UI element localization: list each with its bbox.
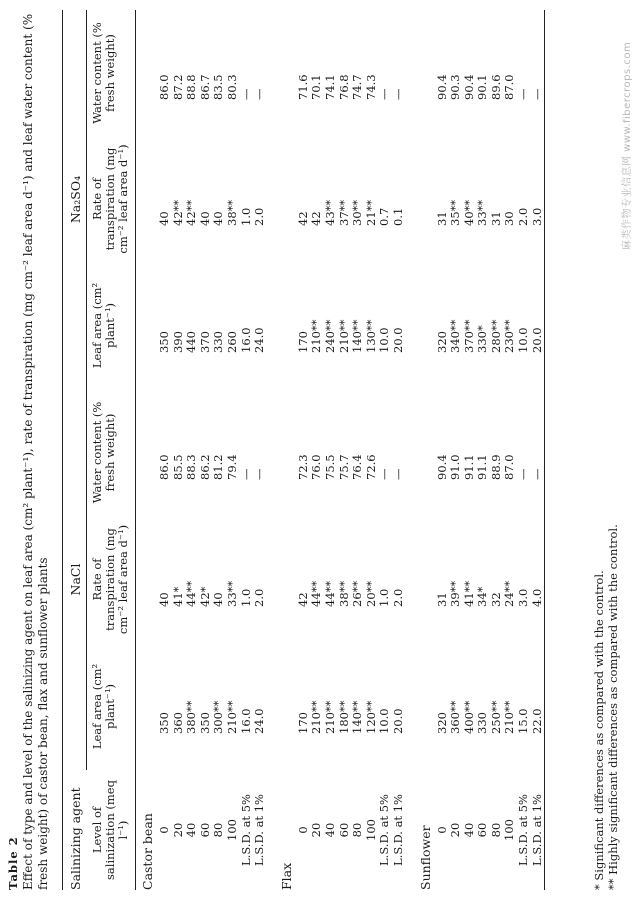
value-cell: 79.4 xyxy=(224,454,239,480)
value-cell: 42 xyxy=(309,211,324,226)
section-gap-cell xyxy=(406,10,414,890)
level-column-header: Level of salinization (meq l⁻¹) xyxy=(89,780,130,880)
value-cell: 74.3 xyxy=(363,74,378,100)
table-row xyxy=(490,10,504,890)
value-cell: 74.7 xyxy=(350,74,365,100)
value-cell: 16.0 xyxy=(238,708,253,734)
value-cell: 330 xyxy=(475,712,490,734)
value-cell: — xyxy=(252,88,267,100)
value-cell: 260 xyxy=(224,331,239,353)
level-cell: 80 xyxy=(488,822,503,838)
value-cell: 320 xyxy=(434,712,449,734)
section-gap xyxy=(267,10,275,890)
crop-row xyxy=(414,10,436,890)
value-cell: 87.0 xyxy=(502,454,517,480)
table-bottom-rule xyxy=(545,10,546,890)
table-row xyxy=(517,10,531,890)
value-cell: 320 xyxy=(434,331,449,353)
value-cell: 40 xyxy=(157,211,171,226)
value-cell: — xyxy=(516,88,531,100)
value-cell: 20.0 xyxy=(390,708,405,734)
value-cell: 20.0 xyxy=(390,327,405,353)
value-cell: 370** xyxy=(461,319,476,353)
value-cell: 90.4 xyxy=(434,74,449,100)
crop-name: Flax xyxy=(278,862,294,890)
value-cell: 88.9 xyxy=(488,454,503,480)
level-cell: 60 xyxy=(197,822,212,838)
value-cell: 42** xyxy=(170,199,185,226)
value-cell: 70.1 xyxy=(309,74,324,100)
table-row xyxy=(226,10,240,890)
value-cell: 240** xyxy=(322,319,337,353)
value-cell: — xyxy=(377,88,392,100)
value-cell: 87.0 xyxy=(502,74,517,100)
value-cell: 30** xyxy=(350,199,365,226)
footnote-significant: * Significant differences as compared with the control. xyxy=(592,570,606,890)
value-cell: 33** xyxy=(224,580,239,607)
table-row xyxy=(158,10,172,890)
value-cell: 91.0 xyxy=(448,454,463,480)
value-cell: 74.1 xyxy=(322,74,337,100)
level-cell: 80 xyxy=(211,822,226,838)
value-cell: 140** xyxy=(350,700,365,734)
level-cell: L.S.D. at 5% xyxy=(238,794,253,866)
value-cell: 75.7 xyxy=(336,454,351,480)
table-row xyxy=(338,10,352,890)
value-cell: 31 xyxy=(488,211,503,226)
section-gap xyxy=(406,10,414,890)
table-row xyxy=(297,10,311,890)
level-cell: 40 xyxy=(461,822,476,838)
value-cell: 24** xyxy=(502,580,517,607)
level-cell: 20 xyxy=(309,822,324,838)
level-cell: L.S.D. at 5% xyxy=(516,794,531,866)
value-cell: 1.0 xyxy=(238,588,253,607)
table-row xyxy=(240,10,254,890)
value-cell: 80.3 xyxy=(224,74,239,100)
value-cell: 230** xyxy=(502,319,517,353)
value-cell: 75.5 xyxy=(322,454,337,480)
value-cell: 42 xyxy=(295,592,310,607)
value-cell: 89.6 xyxy=(488,74,503,100)
value-cell: — xyxy=(516,468,531,480)
value-cell: 31 xyxy=(434,592,449,607)
value-cell: 90.1 xyxy=(475,74,490,100)
nacl-water-content-header: Water content (% fresh weight) xyxy=(90,401,117,504)
data-table xyxy=(62,10,545,890)
value-cell: 440 xyxy=(184,331,199,353)
value-cell: 41** xyxy=(461,580,476,607)
footnote-highly-significant: ** Highly significant differences as compared with the control. xyxy=(606,524,620,890)
value-cell: 72.6 xyxy=(363,454,378,480)
crop-name: Castor bean xyxy=(140,813,155,890)
value-cell: 42* xyxy=(197,586,212,607)
value-cell: 90.3 xyxy=(448,74,463,100)
value-cell: 400** xyxy=(461,700,476,734)
value-cell: 280** xyxy=(488,319,503,353)
value-cell: 40 xyxy=(157,592,171,607)
table-body xyxy=(136,10,545,890)
value-cell: — xyxy=(238,88,253,100)
value-cell: 350 xyxy=(197,712,212,734)
value-cell: 22.0 xyxy=(529,708,544,734)
value-cell: 210** xyxy=(502,700,517,734)
value-cell: 300** xyxy=(211,700,226,734)
table-row xyxy=(351,10,365,890)
table-row xyxy=(531,10,545,890)
value-cell: — xyxy=(252,468,267,480)
value-cell: 21** xyxy=(363,199,378,226)
value-cell: 24.0 xyxy=(252,327,267,353)
level-cell: L.S.D. at 1% xyxy=(529,794,544,866)
value-cell: 72.3 xyxy=(295,454,310,480)
value-cell: 40 xyxy=(197,211,212,226)
value-cell: 76.8 xyxy=(336,74,351,100)
value-cell: 3.0 xyxy=(529,207,544,226)
value-cell: 71.6 xyxy=(295,74,310,100)
value-cell: 4.0 xyxy=(529,588,544,607)
value-cell: 42 xyxy=(295,211,310,226)
value-cell: — xyxy=(390,468,405,480)
table-row xyxy=(172,10,186,890)
table-row xyxy=(253,10,267,890)
value-cell: 88.3 xyxy=(184,454,199,480)
value-cell: — xyxy=(390,88,405,100)
value-cell: 39** xyxy=(448,580,463,607)
value-cell: 10.0 xyxy=(377,327,392,353)
watermark-text: 麻类作物专业信息网 www.fibercrops.com xyxy=(622,41,633,250)
value-cell: — xyxy=(529,468,544,480)
value-cell: 360** xyxy=(448,700,463,734)
value-cell: 76.4 xyxy=(350,454,365,480)
value-cell: 38** xyxy=(336,580,351,607)
value-cell: 40 xyxy=(211,592,226,607)
value-cell: 40 xyxy=(211,211,226,226)
table-row xyxy=(463,10,477,890)
value-cell: 130** xyxy=(363,319,378,353)
value-cell: — xyxy=(377,468,392,480)
table-header xyxy=(6,10,51,890)
value-cell: 90.4 xyxy=(434,454,449,480)
level-cell: L.S.D. at 1% xyxy=(390,794,405,866)
value-cell: 30 xyxy=(502,211,517,226)
value-cell: 0.7 xyxy=(377,207,392,226)
table-bottom-rule-cell xyxy=(545,10,546,890)
nacl-transpiration-header: Rate of transpiration (mg cm⁻² leaf area d⁻¹) xyxy=(90,524,130,635)
value-cell: 210** xyxy=(322,700,337,734)
value-cell: 390 xyxy=(170,331,185,353)
value-cell: 44** xyxy=(309,580,324,607)
value-cell: — xyxy=(238,468,253,480)
level-cell: 100 xyxy=(224,819,239,841)
value-cell: 88.8 xyxy=(184,74,199,100)
level-cell: 20 xyxy=(170,822,185,838)
value-cell: 380** xyxy=(184,700,199,734)
value-cell: 15.0 xyxy=(516,708,531,734)
value-cell: 76.0 xyxy=(309,454,324,480)
value-cell: 360 xyxy=(170,712,185,734)
crop-name: Sunflower xyxy=(417,825,433,890)
level-cell: 80 xyxy=(350,822,365,838)
value-cell: 120** xyxy=(363,700,378,734)
value-cell: 16.0 xyxy=(238,327,253,353)
level-cell: 60 xyxy=(336,822,351,838)
level-cell: 0 xyxy=(157,826,171,834)
value-cell: 86.0 xyxy=(157,454,171,480)
value-cell: 330 xyxy=(211,331,226,353)
value-cell: 210** xyxy=(309,700,324,734)
na2so4-header: Na₂SO₄ xyxy=(63,10,87,389)
value-cell: 2.0 xyxy=(516,207,531,226)
value-cell: 170 xyxy=(295,712,310,734)
level-cell: 0 xyxy=(295,826,310,834)
footnotes xyxy=(592,10,620,890)
value-cell: 180** xyxy=(336,700,351,734)
value-cell: 2.0 xyxy=(390,588,405,607)
value-cell: 43** xyxy=(322,199,337,226)
value-cell: 91.1 xyxy=(475,454,490,480)
table-row xyxy=(185,10,199,890)
value-cell: 2.0 xyxy=(252,588,267,607)
value-cell: 33** xyxy=(475,199,490,226)
value-cell: 38** xyxy=(224,199,239,226)
column-header-row xyxy=(87,10,136,890)
value-cell: 10.0 xyxy=(377,708,392,734)
value-cell: 170 xyxy=(295,331,310,353)
value-cell: 210** xyxy=(336,319,351,353)
value-cell: 24.0 xyxy=(252,708,267,734)
salinizing-agent-header: Salinizing agent xyxy=(68,787,83,890)
level-cell: 40 xyxy=(184,822,199,838)
value-cell: 44** xyxy=(184,580,199,607)
value-cell: 210** xyxy=(309,319,324,353)
value-cell: 42** xyxy=(184,199,199,226)
value-cell: 20** xyxy=(363,580,378,607)
value-cell: 32 xyxy=(488,592,503,607)
group-header-row xyxy=(63,10,87,890)
value-cell: 83.5 xyxy=(211,74,226,100)
value-cell: 44** xyxy=(322,580,337,607)
level-cell: 100 xyxy=(363,819,378,841)
value-cell: 20.0 xyxy=(529,327,544,353)
crop-row xyxy=(275,10,297,890)
value-cell: 140** xyxy=(350,319,365,353)
level-cell: 0 xyxy=(434,826,449,834)
value-cell: 86.7 xyxy=(197,74,212,100)
value-cell: 35** xyxy=(448,199,463,226)
value-cell: 2.0 xyxy=(252,207,267,226)
na2so4-leaf-area-header: Leaf area (cm² plant⁻¹) xyxy=(90,282,117,369)
value-cell: 81.2 xyxy=(211,454,226,480)
table-row xyxy=(436,10,450,890)
table-row xyxy=(310,10,324,890)
value-cell: 3.0 xyxy=(516,588,531,607)
value-cell: 370 xyxy=(197,331,212,353)
section-gap-cell xyxy=(267,10,275,890)
value-cell: 1.0 xyxy=(377,588,392,607)
nacl-header: NaCl xyxy=(63,389,87,770)
table-row xyxy=(199,10,213,890)
value-cell: — xyxy=(529,88,544,100)
na2so4-water-content-header: Water content (% fresh weight) xyxy=(90,22,117,124)
table-row xyxy=(378,10,392,890)
table-row xyxy=(365,10,379,890)
nacl-leaf-area-header: Leaf area (cm² plant⁻¹) xyxy=(90,663,117,750)
value-cell: 86.0 xyxy=(157,74,171,100)
value-cell: 85.5 xyxy=(170,454,185,480)
table-label: Table 2 xyxy=(6,836,20,890)
table-row xyxy=(476,10,490,890)
value-cell: 26** xyxy=(350,580,365,607)
crop-row xyxy=(136,10,158,890)
table-caption: Effect of type and level of the salinizing agent on leaf area (cm² plant⁻¹), rate of transpiration (mg cm⁻² leaf area d⁻¹) and leaf water content (% fresh weight) of castor bean, flax and sunflower plants xyxy=(21,13,50,890)
value-cell: 41* xyxy=(170,586,185,607)
value-cell: 210** xyxy=(224,700,239,734)
level-cell: 100 xyxy=(502,819,517,841)
na2so4-transpiration-header: Rate of transpiration (mg cm⁻² leaf area d⁻¹) xyxy=(90,144,130,254)
table-row xyxy=(392,10,406,890)
level-cell: 60 xyxy=(475,822,490,838)
value-cell: 40** xyxy=(461,199,476,226)
value-cell: 34* xyxy=(475,586,490,607)
table-row xyxy=(324,10,338,890)
value-cell: 10.0 xyxy=(516,327,531,353)
level-cell: L.S.D. at 1% xyxy=(252,794,267,866)
table-row xyxy=(449,10,463,890)
value-cell: 86.2 xyxy=(197,454,212,480)
table-row xyxy=(212,10,226,890)
value-cell: 91.1 xyxy=(461,454,476,480)
value-cell: 0.1 xyxy=(390,207,405,226)
value-cell: 250** xyxy=(488,700,503,734)
value-cell: 350 xyxy=(157,712,171,734)
value-cell: 31 xyxy=(434,211,449,226)
value-cell: 37** xyxy=(336,199,351,226)
value-cell: 87.2 xyxy=(170,74,185,100)
value-cell: 1.0 xyxy=(238,207,253,226)
value-cell: 350 xyxy=(157,331,171,353)
value-cell: 90.4 xyxy=(461,74,476,100)
level-cell: 40 xyxy=(322,822,337,838)
level-cell: L.S.D. at 5% xyxy=(377,794,392,866)
value-cell: 340** xyxy=(448,319,463,353)
level-cell: 20 xyxy=(448,822,463,838)
value-cell: 330* xyxy=(475,325,490,353)
table-row xyxy=(503,10,517,890)
